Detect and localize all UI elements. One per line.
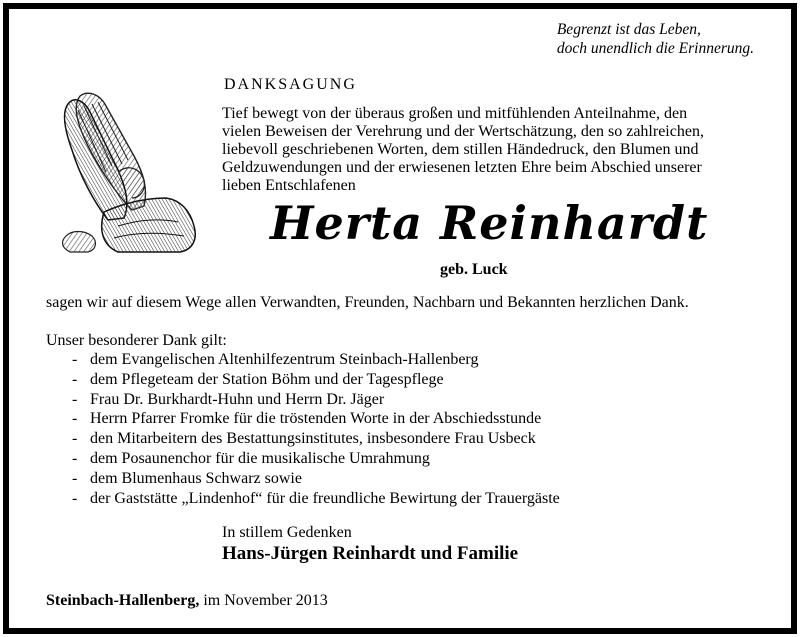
list-item: - der Gaststätte „Lindenhof“ für die freundliche Bewirtung der Trauergäste <box>72 489 560 507</box>
list-item-text: den Mitarbeitern des Bestattungsinstitutes, insbesondere Frau Usbeck <box>90 430 536 448</box>
footer-place-date <box>46 592 328 610</box>
maiden-name: geb. Luck <box>440 261 508 278</box>
list-item: - dem Blumenhaus Schwarz sowie <box>72 469 302 487</box>
list-item-text: Frau Dr. Burkhardt-Huhn und Herrn Dr. Jäger <box>90 390 385 408</box>
praying-hands-icon <box>48 86 208 256</box>
list-item: - dem Evangelischen Altenhilfezentrum Steinbach-Hallenberg <box>72 351 479 368</box>
thanks-line: sagen wir auf diesem Wege allen Verwandten, Freunden, Nachbarn und Bekannten herzlichen Dank. <box>46 294 689 311</box>
list-item: - Frau Dr. Burkhardt-Huhn und Herrn Dr. Jäger <box>72 390 385 408</box>
footer-date: im November 2013 <box>203 592 328 609</box>
motto-line-1: Begrenzt ist das Leben, <box>556 21 701 38</box>
motto <box>557 20 754 58</box>
list-item-text: dem Blumenhaus Schwarz sowie <box>90 469 302 487</box>
special-thanks-list <box>72 350 560 508</box>
list-item-text: dem Evangelischen Altenhilfezentrum Steinbach-Hallenberg <box>90 351 479 368</box>
list-item: - dem Pflegeteam der Station Böhm und der Tagespflege <box>72 370 444 388</box>
list-item: - Herrn Pfarrer Fromke für die tröstenden Worte in der Abschiedsstunde <box>72 410 542 428</box>
list-item-text: dem Pflegeteam der Station Böhm und der Tagespflege <box>90 370 444 388</box>
intro-line: lieben Entschlafenen <box>222 177 356 194</box>
special-thanks-label: Unser besonderer Dank gilt: <box>46 332 227 349</box>
intro-line: Geldzuwendungen und der erwiesenen letzten Ehre beim Abschied unserer <box>222 159 702 176</box>
list-item-text: Herrn Pfarrer Fromke für die tröstenden Worte in der Abschiedsstunde <box>90 410 542 428</box>
family-signature: Hans-Jürgen Reinhardt und Familie <box>222 543 519 564</box>
intro-paragraph <box>222 105 755 195</box>
intro-line: Tief bewegt von der überaus großen und mitfühlenden Anteilnahme, den <box>222 105 688 122</box>
footer-place: Steinbach-Hallenberg, <box>46 592 200 609</box>
motto-line-2: doch unendlich die Erinnerung. <box>556 40 754 57</box>
heading-danksagung: DANKSAGUNG <box>224 76 357 93</box>
list-item-text: der Gaststätte „Lindenhof“ für die freundliche Bewirtung der Trauergäste <box>90 489 560 507</box>
list-item-text: dem Posaunenchor für die musikalische Umrahmung <box>90 449 430 467</box>
list-item: - den Mitarbeitern des Bestattungsinstitutes, insbesondere Frau Usbeck <box>72 430 536 448</box>
memory-label: In stillem Gedenken <box>222 524 352 541</box>
deceased-name: Herta Reinhardt <box>270 196 709 250</box>
list-item: - dem Posaunenchor für die musikalische Umrahmung <box>72 449 430 467</box>
intro-line: vielen Beweisen der Verehrung und der Wertschätzung, den so zahlreichen, <box>222 123 704 140</box>
intro-line: liebevoll geschriebenen Worten, dem stillen Händedruck, den Blumen und <box>222 141 699 158</box>
